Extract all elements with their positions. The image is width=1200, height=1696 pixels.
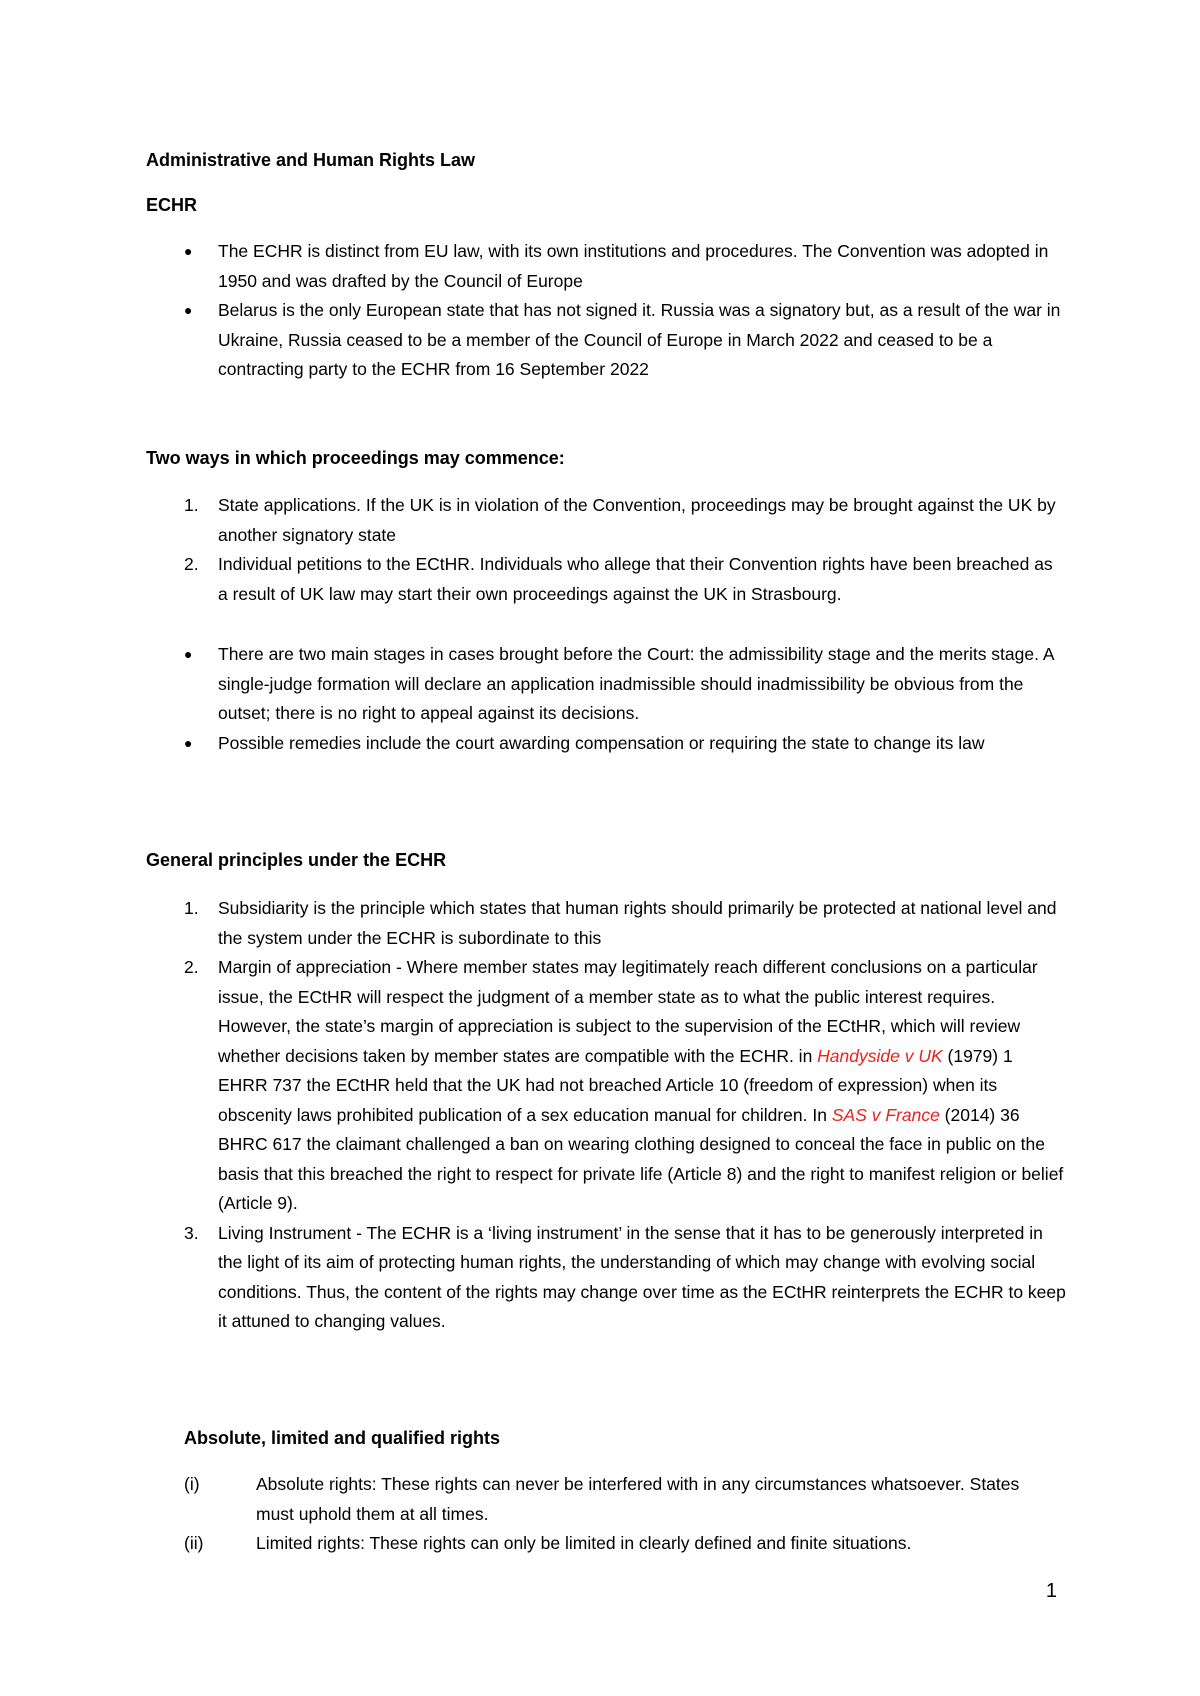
list-item: 1. Subsidiarity is the principle which states that human rights should primarily be protected at national level and the system under the ECHR is subordinate to this <box>184 898 1057 948</box>
list-item: ● Possible remedies include the court awarding compensation or requiring the state to change its law <box>146 729 1066 759</box>
list-item: (ii) Limited rights: These rights can only be limited in clearly defined and finite situations. <box>184 1533 912 1553</box>
echr-bullet-list <box>146 237 1066 385</box>
case-citation: Handyside v UK <box>817 1045 943 1066</box>
case-citation: SAS v France <box>831 1104 940 1125</box>
list-item: (i) Absolute rights: These rights can never be interfered with in any circumstances whatsoever. States must uphold them at all times. <box>184 1474 1020 1524</box>
list-item: ● Belarus is the only European state that has not signed it. Russia was a signatory but, as a result of the war in Ukraine, Russia ceased to be a member of the Council of Europe in March 2022 and ceased to be a contracting party to the ECHR from 16 September 2022 <box>146 296 1066 385</box>
list-item: 1. State applications. If the UK is in violation of the Convention, proceedings may be brought against the UK by another signatory state <box>184 495 1056 545</box>
list-item: 2. Margin of appreciation - Where member states may legitimately reach different conclusions on a particular issue, the ECtHR will respect the judgment of a member state as to what the public interest requires. However, the state’s margin of appreciation is subject to the supervision of the ECtHR, which will review whether decisions taken by member states are compatible with the ECHR. in Handyside v UK (1979) 1 EHRR 737 the ECtHR held that the UK had not breached Article 10 (freedom of expression) when its obscenity laws prohibited publication of a sex education manual for children. In SAS v France (2014) 36 BHRC 617 the claimant challenged a ban on wearing clothing designed to conceal the face in public on the basis that this breached the right to respect for private life (Article 8) and the right to manifest religion or belief (Article 9). <box>184 957 1064 1213</box>
bullet-icon: ● <box>184 302 193 318</box>
bullet-icon: ● <box>184 243 193 259</box>
section-rights-heading: Absolute, limited and qualified rights <box>184 1428 501 1448</box>
section-principles-heading: General principles under the ECHR <box>146 850 447 870</box>
proceedings-bullet-list <box>146 640 1066 758</box>
document-title: Administrative and Human Rights Law <box>146 150 476 170</box>
bullet-icon: ● <box>184 646 193 662</box>
list-item: 3. Living Instrument - The ECHR is a ‘living instrument’ in the sense that it has to be generously interpreted in the light of its aim of protecting human rights, the understanding of which may change with evolving social conditions. Thus, the content of the rights may change over time as the ECtHR reinterprets the ECHR to keep it attuned to changing values. <box>184 1222 1066 1331</box>
list-item: ● There are two main stages in cases brought before the Court: the admissibility stage and the merits stage. A single-judge formation will declare an application inadmissible should inadmissibility be obvious from the outset; there is no right to appeal against its decisions. <box>146 640 1066 729</box>
principles-numbered-list <box>146 894 1066 1337</box>
section-proceedings-heading: Two ways in which proceedings may commence: <box>146 448 565 468</box>
proceedings-numbered-list <box>146 491 1066 609</box>
page-number: 1 <box>1045 1580 1057 1602</box>
list-item: 2. Individual petitions to the ECtHR. Individuals who allege that their Convention rights have been breached as a result of UK law may start their own proceedings against the UK in Strasbourg. <box>184 554 1053 604</box>
list-item: ● The ECHR is distinct from EU law, with its own institutions and procedures. The Convention was adopted in 1950 and was drafted by the Council of Europe <box>146 237 1066 296</box>
section-echr-heading: ECHR <box>146 195 198 215</box>
rights-roman-list <box>184 1470 1044 1559</box>
bullet-icon: ● <box>184 734 193 751</box>
